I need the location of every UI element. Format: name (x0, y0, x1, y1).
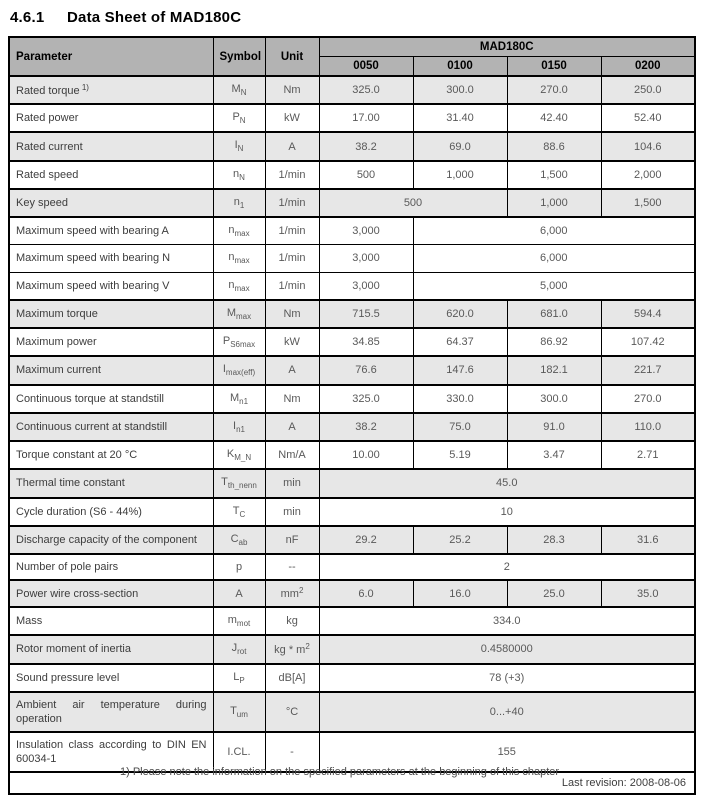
symbol-cell: $M_N$ (213, 76, 265, 104)
symbol-cell: $J_{rot}$ (213, 635, 265, 663)
value-cell: 45.0 (319, 469, 695, 497)
col-header-symbol: Symbol (213, 37, 265, 76)
table-row (9, 441, 695, 469)
value-cell: 38.2 (319, 132, 413, 160)
value-cell: 2.71 (601, 441, 695, 469)
symbol-cell: I.CL. (213, 732, 265, 772)
value-cell: 1,500 (507, 161, 601, 189)
unit-cell: - (265, 732, 319, 772)
unit-cell: Nm/A (265, 441, 319, 469)
value-cell: 29.2 (319, 526, 413, 554)
value-cell: 91.0 (507, 413, 601, 441)
symbol-cell: p (213, 554, 265, 580)
table-row (9, 554, 695, 580)
datasheet-table (8, 36, 696, 795)
value-cell: 25.2 (413, 526, 507, 554)
unit-cell: A (265, 413, 319, 441)
unit-cell: Nm (265, 76, 319, 104)
symbol-cell: $P_{S6max}$ (213, 328, 265, 356)
value-cell: 76.6 (319, 356, 413, 384)
parameter-cell: Maximum speed with bearing A (9, 217, 213, 245)
unit-cell: 1/min (265, 189, 319, 217)
table-row (9, 132, 695, 160)
value-cell: 1,000 (507, 189, 601, 217)
value-cell: 42.40 (507, 104, 601, 132)
unit-cell: Nm (265, 300, 319, 328)
table-row (9, 161, 695, 189)
section-heading (0, 0, 701, 26)
value-cell: 715.5 (319, 300, 413, 328)
value-cell: 86.92 (507, 328, 601, 356)
value-cell: 330.0 (413, 385, 507, 413)
table-row (9, 76, 695, 104)
unit-cell: kg * $m^2$ (265, 635, 319, 663)
symbol-cell: $T_{th\_nenn}$ (213, 469, 265, 497)
symbol-cell: $I_{n1}$ (213, 413, 265, 441)
value-cell: 17.00 (319, 104, 413, 132)
value-cell: 250.0 (601, 76, 695, 104)
table-row (9, 104, 695, 132)
value-cell: 38.2 (319, 413, 413, 441)
parameter-cell: Thermal time constant (9, 469, 213, 497)
value-cell: 2,000 (601, 161, 695, 189)
symbol-cell: $n_1$ (213, 189, 265, 217)
col-header-model-0050: 0050 (319, 57, 413, 77)
value-cell: 594.4 (601, 300, 695, 328)
value-cell: 300.0 (507, 385, 601, 413)
unit-cell: A (265, 356, 319, 384)
unit-cell: kW (265, 104, 319, 132)
table-row (9, 692, 695, 732)
table-row (9, 300, 695, 328)
table-header (9, 37, 695, 76)
parameter-cell: Cycle duration (S6 - 44%) (9, 498, 213, 526)
symbol-cell: $n_{max}$ (213, 245, 265, 272)
value-cell: 300.0 (413, 76, 507, 104)
symbol-cell: $n_{max}$ (213, 217, 265, 245)
table-row (9, 272, 695, 300)
footnote-text: 1) Please note the information on the specified parameters at the beginning of this chapter (120, 766, 560, 778)
parameter-cell: Rated speed (9, 161, 213, 189)
parameter-cell: Continuous current at standstill (9, 413, 213, 441)
value-cell: 64.37 (413, 328, 507, 356)
value-cell: 500 (319, 161, 413, 189)
value-cell: 31.40 (413, 104, 507, 132)
value-cell: 6,000 (413, 245, 695, 272)
value-cell: 10 (319, 498, 695, 526)
table-row (9, 385, 695, 413)
value-cell: 1,000 (413, 161, 507, 189)
symbol-cell: $T_C$ (213, 498, 265, 526)
section-number: 4.6.1 (10, 9, 45, 26)
symbol-cell: $M_{n1}$ (213, 385, 265, 413)
value-cell: 34.85 (319, 328, 413, 356)
last-revision-text: Last revision: 2008-08-06 (9, 772, 695, 794)
table-row (9, 498, 695, 526)
table-row (9, 469, 695, 497)
unit-cell: A (265, 132, 319, 160)
value-cell: 500 (319, 189, 507, 217)
value-cell: 3,000 (319, 272, 413, 300)
unit-cell: kW (265, 328, 319, 356)
symbol-cell: $I_N$ (213, 132, 265, 160)
value-cell: 52.40 (601, 104, 695, 132)
symbol-cell: $n_{max}$ (213, 272, 265, 300)
value-cell: 182.1 (507, 356, 601, 384)
unit-cell: 1/min (265, 161, 319, 189)
value-cell: 35.0 (601, 580, 695, 607)
parameter-cell: Insulation class according to DIN EN 60034-1 (9, 732, 213, 772)
parameter-cell: Torque constant at 20 °C (9, 441, 213, 469)
unit-cell: 1/min (265, 245, 319, 272)
symbol-cell: $T_{um}$ (213, 692, 265, 732)
value-cell: 10.00 (319, 441, 413, 469)
symbol-cell: $I_{max(eff)}$ (213, 356, 265, 384)
value-cell: 6,000 (413, 217, 695, 245)
unit-cell: Nm (265, 385, 319, 413)
col-header-unit: Unit (265, 37, 319, 76)
value-cell: 6.0 (319, 580, 413, 607)
value-cell: 104.6 (601, 132, 695, 160)
value-cell: 31.6 (601, 526, 695, 554)
page-title: Data Sheet of MAD180C (67, 9, 242, 26)
unit-cell: kg (265, 607, 319, 635)
value-cell: 5.19 (413, 441, 507, 469)
value-cell: 620.0 (413, 300, 507, 328)
parameter-cell: Rated power (9, 104, 213, 132)
parameter-cell: Mass (9, 607, 213, 635)
value-cell: 78 (+3) (319, 664, 695, 692)
parameter-cell: Maximum speed with bearing N (9, 245, 213, 272)
footnote-marker: 1) (79, 82, 89, 92)
unit-cell: min (265, 469, 319, 497)
value-cell: 5,000 (413, 272, 695, 300)
symbol-cell: $m_{mot}$ (213, 607, 265, 635)
unit-cell: 1/min (265, 272, 319, 300)
parameter-cell: Sound pressure level (9, 664, 213, 692)
symbol-cell: A (213, 580, 265, 607)
unit-cell: 1/min (265, 217, 319, 245)
parameter-cell: Rated torque $^{1)}$ (9, 76, 213, 104)
value-cell: 3,000 (319, 245, 413, 272)
parameter-cell: Key speed (9, 189, 213, 217)
parameter-cell: Rated current (9, 132, 213, 160)
parameter-cell: Discharge capacity of the component (9, 526, 213, 554)
table-row (9, 245, 695, 272)
value-cell: 75.0 (413, 413, 507, 441)
table-row (9, 635, 695, 663)
value-cell: 3.47 (507, 441, 601, 469)
value-cell: 147.6 (413, 356, 507, 384)
table-row (9, 217, 695, 245)
symbol-cell: $P_N$ (213, 104, 265, 132)
value-cell: 221.7 (601, 356, 695, 384)
col-header-model-0100: 0100 (413, 57, 507, 77)
value-cell: 28.3 (507, 526, 601, 554)
clipped-footnote (120, 766, 692, 778)
value-cell: 69.0 (413, 132, 507, 160)
value-cell: 16.0 (413, 580, 507, 607)
col-header-parameter: Parameter (9, 37, 213, 76)
symbol-cell: $M_{max}$ (213, 300, 265, 328)
table-row (9, 526, 695, 554)
value-cell: 325.0 (319, 385, 413, 413)
value-cell: 155 (319, 732, 695, 772)
unit-cell: dB[A] (265, 664, 319, 692)
symbol-cell: $L_P$ (213, 664, 265, 692)
value-cell: 88.6 (507, 132, 601, 160)
value-cell: 334.0 (319, 607, 695, 635)
value-cell: 3,000 (319, 217, 413, 245)
table-row (9, 328, 695, 356)
symbol-cell: $K_{M\_N}$ (213, 441, 265, 469)
unit-cell: °C (265, 692, 319, 732)
value-cell: 2 (319, 554, 695, 580)
value-cell: 270.0 (507, 76, 601, 104)
unit-cell: nF (265, 526, 319, 554)
unit-cell: min (265, 498, 319, 526)
table-row (9, 664, 695, 692)
col-header-model-0150: 0150 (507, 57, 601, 77)
parameter-cell: Ambient air temperature during operation (9, 692, 213, 732)
symbol-cell: $C_{ab}$ (213, 526, 265, 554)
col-header-model-group: MAD180C (319, 37, 695, 57)
table-row (9, 356, 695, 384)
value-cell: 1,500 (601, 189, 695, 217)
parameter-cell: Number of pole pairs (9, 554, 213, 580)
table-row (9, 607, 695, 635)
value-cell: 110.0 (601, 413, 695, 441)
value-cell: 681.0 (507, 300, 601, 328)
parameter-cell: Maximum power (9, 328, 213, 356)
table-row (9, 580, 695, 607)
unit-cell: $mm^2$ (265, 580, 319, 607)
symbol-cell: $n_N$ (213, 161, 265, 189)
table-row (9, 413, 695, 441)
table-row (9, 189, 695, 217)
value-cell: 270.0 (601, 385, 695, 413)
table-body (9, 76, 695, 772)
col-header-model-0200: 0200 (601, 57, 695, 77)
value-cell: 0...+40 (319, 692, 695, 732)
parameter-cell: Power wire cross-section (9, 580, 213, 607)
parameter-cell: Maximum speed with bearing V (9, 272, 213, 300)
parameter-cell: Maximum torque (9, 300, 213, 328)
parameter-cell: Maximum current (9, 356, 213, 384)
parameter-cell: Rotor moment of inertia (9, 635, 213, 663)
value-cell: 25.0 (507, 580, 601, 607)
unit-cell: -- (265, 554, 319, 580)
value-cell: 107.42 (601, 328, 695, 356)
value-cell: 325.0 (319, 76, 413, 104)
value-cell: 0.4580000 (319, 635, 695, 663)
parameter-cell: Continuous torque at standstill (9, 385, 213, 413)
